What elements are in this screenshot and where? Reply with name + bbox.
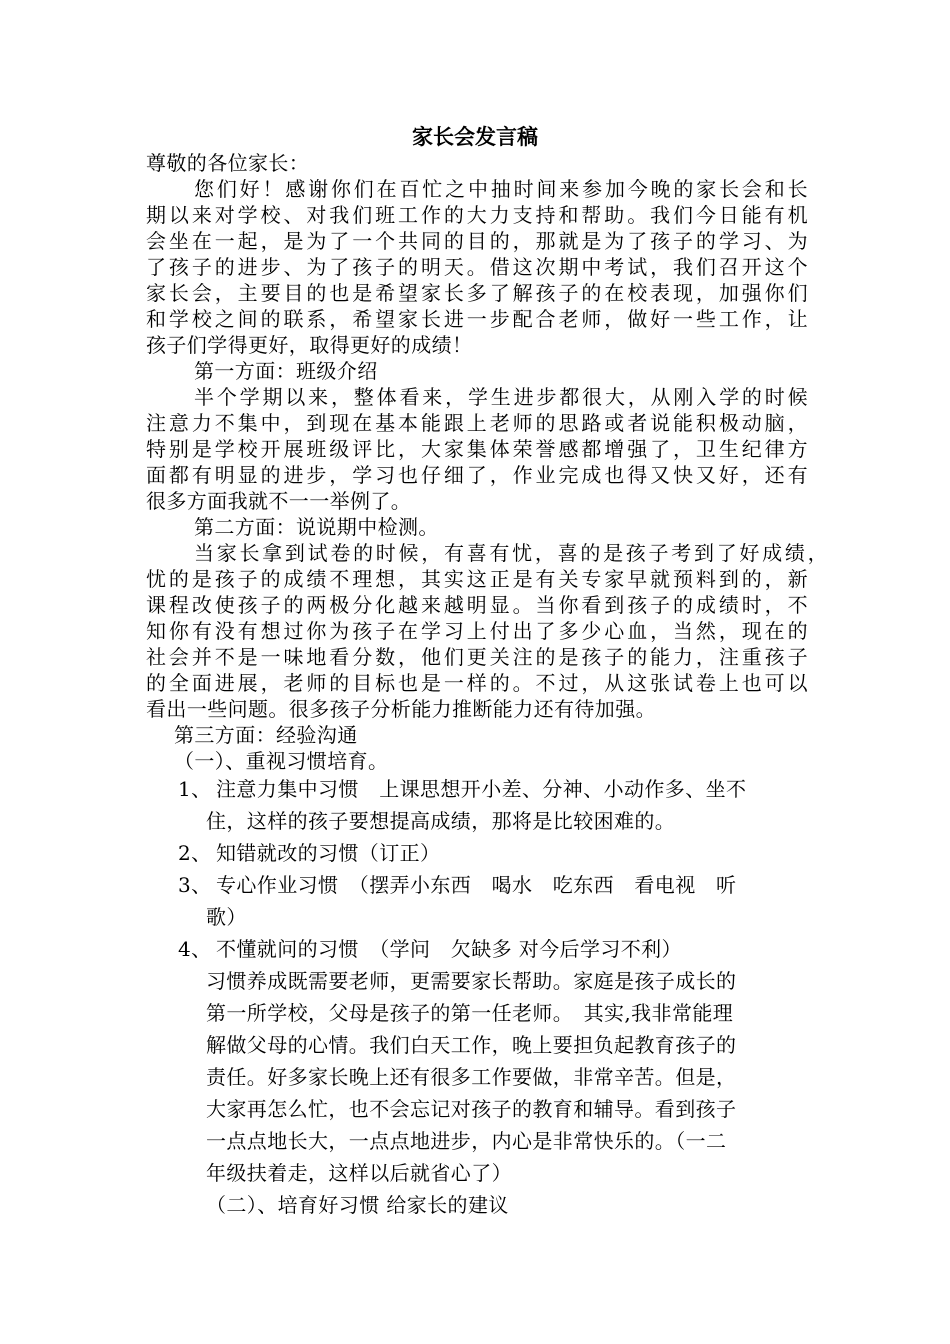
section2-line: 的全面进展，老师的目标也是一样的。不过，从这张试卷上也可以	[146, 671, 808, 695]
section2-line: 课程改使孩子的两极分化越来越明显。当你看到孩子的成绩时，不	[146, 593, 808, 617]
section1-line: 注意力不集中，到现在基本能跟上老师的思路或者说能积极动脑，	[146, 411, 808, 435]
section1-line: 特别是学校开展班级评比，大家集体荣誉感都增强了，卫生纪律方	[146, 437, 808, 461]
section2-line: 看出一些问题。很多孩子分析能力推断能力还有待加强。	[146, 697, 656, 721]
section1-line: 半个学期以来，整体看来，学生进步都很大，从刚入学的时候	[194, 385, 808, 409]
section1-line: 面都有明显的进步，学习也仔细了，作业完成也得又快又好，还有	[146, 463, 808, 487]
closing-line: 责任。好多家长晚上还有很多工作要做，非常辛苦。但是，	[206, 1065, 737, 1089]
list-item: 注意力集中习惯 上课思想开小差、分神、小动作多、坐不	[216, 777, 747, 801]
list-item: 不懂就问的习惯 （学问 欠缺多 对今后学习不利）	[216, 937, 682, 961]
closing-line: 一点点地长大，一点点地进步，内心是非常快乐的。（一二	[206, 1129, 727, 1153]
section2-line: 忧的是孩子的成绩不理想，其实这正是有关专家早就预料到的，新	[146, 567, 808, 591]
section2-line: 社会并不是一味地看分数，他们更关注的是孩子的能力，注重孩子	[146, 645, 808, 669]
list-number: 1、	[178, 777, 212, 801]
section-heading: 第三方面：经验沟通	[174, 723, 358, 747]
list-number: 4、	[178, 937, 212, 961]
closing-line: 年级扶着走，这样以后就省心了）	[206, 1161, 512, 1185]
list-item: 知错就改的习惯（订正）	[216, 841, 441, 865]
closing-line: 第一所学校，父母是孩子的第一任老师。 其实,我非常能理	[206, 1001, 734, 1025]
list-number: 2、	[178, 841, 212, 865]
list-item: 专心作业习惯 （摆弄小东西 喝水 吃东西 看电视 听	[216, 873, 737, 897]
section-heading: 第一方面：班级介绍	[194, 359, 378, 383]
section-heading: 第二方面：说说期中检测。	[194, 515, 439, 539]
closing-line: 大家再怎么忙，也不会忘记对孩子的教育和辅导。看到孩子	[206, 1097, 737, 1121]
intro-line: 期以来对学校、对我们班工作的大力支持和帮助。我们今日能有机	[146, 203, 808, 227]
intro-line: 家长会，主要目的也是希望家长多了解孩子的在校表现，加强你们	[146, 281, 808, 305]
intro-line: 会坐在一起，是为了一个共同的目的，那就是为了孩子的学习、为	[146, 229, 808, 253]
section2-line: 知你有没有想过你为孩子在学习上付出了多少心血，当然，现在的	[146, 619, 808, 643]
section1-line: 很多方面我就不一一举例了。	[146, 489, 412, 513]
intro-line: 您们好！感谢你们在百忙之中抽时间来参加今晚的家长会和长	[194, 177, 808, 201]
salutation: 尊敬的各位家长：	[146, 151, 310, 175]
list-number: 3、	[178, 873, 212, 897]
document-title: 家长会发言稿	[412, 124, 538, 149]
list-item-continuation: 歌）	[206, 905, 247, 929]
intro-line: 了孩子的进步、为了孩子的明天。借这次期中考试，我们召开这个	[146, 255, 808, 279]
subsection-heading: （二）、培育好习惯 给家长的建议	[206, 1193, 509, 1217]
list-item-continuation: 住，这样的孩子要想提高成绩，那将是比较困难的。	[206, 809, 676, 833]
closing-line: 解做父母的心情。我们白天工作，晚上要担负起教育孩子的	[206, 1033, 737, 1057]
closing-line: 习惯养成既需要老师，更需要家长帮助。家庭是孩子成长的	[206, 969, 737, 993]
section2-line: 当家长拿到试卷的时候，有喜有忧，喜的是孩子考到了好成绩，	[194, 541, 828, 565]
subsection-heading: （一）、重视习惯培育。	[174, 749, 389, 773]
intro-line: 孩子们学得更好，取得更好的成绩！	[146, 333, 473, 357]
intro-line: 和学校之间的联系，希望家长进一步配合老师，做好一些工作，让	[146, 307, 808, 331]
